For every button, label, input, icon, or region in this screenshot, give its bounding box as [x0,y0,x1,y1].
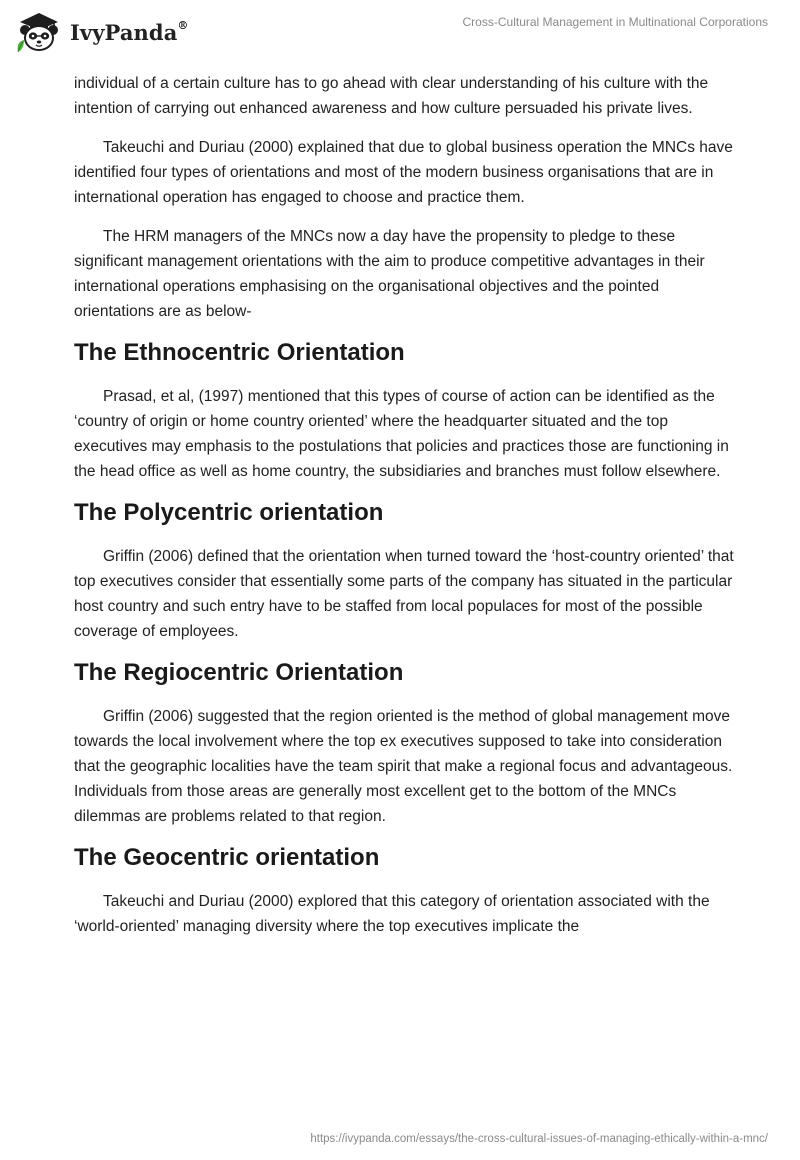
ivypanda-logo[interactable] [14,8,189,54]
heading-geocentric: The Geocentric orientation [74,844,380,871]
paragraph-geocentric: Takeuchi and Duriau (2000) explored that this category of orientation associated with the ‘world-oriented’ managing diversity where the top executives implicate the [74,893,710,935]
essay-content [74,71,734,953]
brand-name: IvyPanda® [70,18,189,45]
paragraph-ethnocentric: Prasad, et al, (1997) mentioned that this types of course of action can be identified as the ‘country of origin or home country oriented’ where the headquarter situated and the top executives may emphasis to the postulations that policies and practices those are functioning in the head office as well as home country, the subsidiaries and branches must follow elsewhere. [74,388,729,480]
panda-graduate-icon [14,8,64,54]
paragraph-hrm: The HRM managers of the MNCs now a day have the propensity to pledge to these significant management orientations with the aim to produce competitive advantages in their international operations emphasising on the organisational objectives and the pointed orientations are as below- [74,228,705,320]
heading-regiocentric: The Regiocentric Orientation [74,659,404,686]
document-title: Cross-Cultural Management in Multinational Corporations [462,15,768,29]
paragraph-regiocentric: Griffin (2006) suggested that the region oriented is the method of global management move towards the local involvement where the top ex executives supposed to take into consideration that the geographic localities have the team spirit that make a regional focus and advantageous. Individuals from those areas are generally most excellent get to the bottom of the MNCs dilemmas are problems related to that region. [74,708,733,825]
heading-polycentric: The Polycentric orientation [74,499,384,526]
source-url[interactable]: https://ivypanda.com/essays/the-cross-cultural-issues-of-managing-ethically-within-a-mnc/ [310,1133,768,1145]
paragraph-continuation: individual of a certain culture has to go ahead with clear understanding of his culture with the intention of carrying out enhanced awareness and how culture persuaded his private lives. [74,75,709,117]
paragraph-takeuchi: Takeuchi and Duriau (2000) explained that due to global business operation the MNCs have identified four types of orientations and most of the modern business organisations that are in international operation has engaged to choose and practice them. [74,139,733,206]
page-header [0,0,800,70]
heading-ethnocentric: The Ethnocentric Orientation [74,339,405,366]
paragraph-polycentric: Griffin (2006) defined that the orientation when turned toward the ‘host-country oriented’ that top executives consider that essentially some parts of the company has situated in the particular host country and such entry have to be staffed from local populaces for most of the possible coverage of employees. [74,548,734,640]
